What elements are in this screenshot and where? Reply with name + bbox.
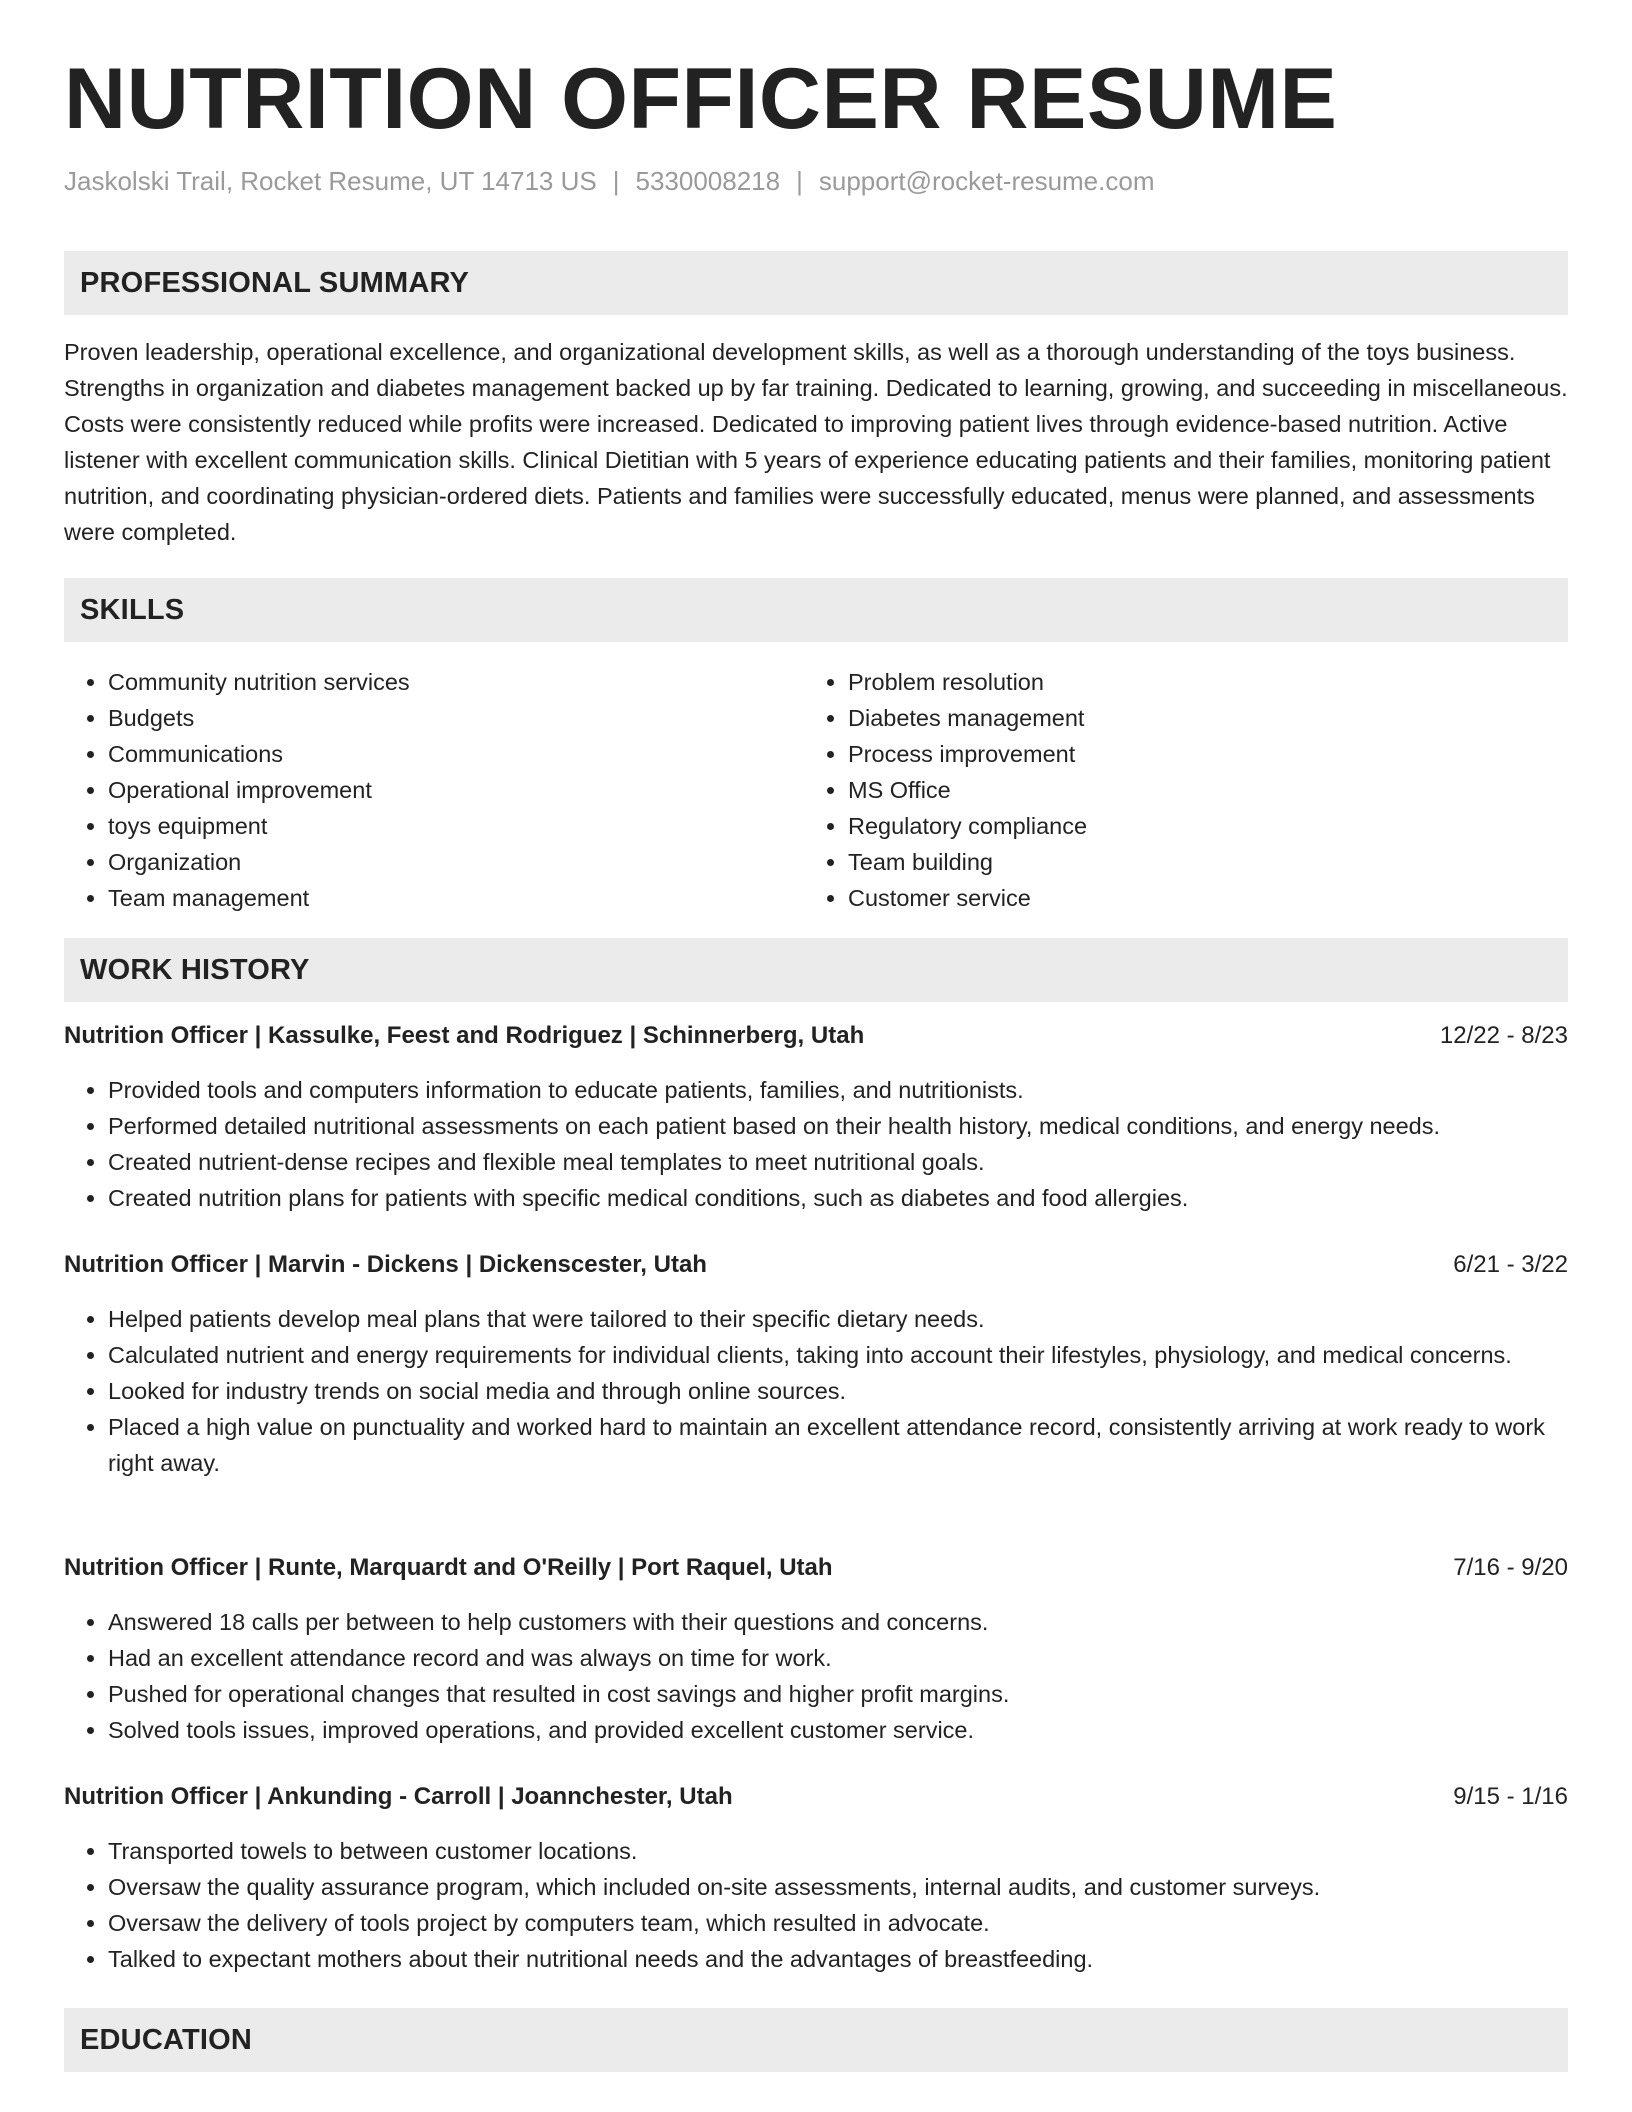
job-title: Nutrition Officer | Runte, Marquardt and O'Reilly | Port Raquel, Utah	[64, 1554, 833, 1581]
job-bullet: • Pushed for operational changes that resulted in cost savings and higher profit margins.	[108, 1676, 1568, 1712]
job-bullet: • Calculated nutrient and energy requirements for individual clients, taking into account their lifestyles, physiology, and medical concerns.	[108, 1337, 1568, 1373]
contact-email: support@rocket-resume.com	[818, 166, 1155, 196]
job-title: Nutrition Officer | Kassulke, Feest and Rodriguez | Schinnerberg, Utah	[64, 1022, 865, 1049]
job-header	[64, 1550, 1568, 1586]
job-bullet: • Performed detailed nutritional assessments on each patient based on their health history, medical conditions, and energy needs.	[108, 1108, 1568, 1144]
skill-item: • Process improvement	[848, 736, 1544, 772]
job-header	[64, 1018, 1568, 1054]
skill-item: • toys equipment	[108, 808, 804, 844]
contact-phone: 5330008218	[635, 166, 781, 196]
job-bullet: • Provided tools and computers information to educate patients, families, and nutritionists.	[108, 1072, 1568, 1108]
work-history-section-header	[64, 938, 1568, 1002]
contact-address: Jaskolski Trail, Rocket Resume, UT 14713 US	[64, 166, 597, 196]
job-title: Nutrition Officer | Marvin - Dickens | Dickenscester, Utah	[64, 1251, 707, 1278]
job-entry	[64, 1018, 1568, 1216]
job-dates: 12/22 - 8/23	[1439, 1022, 1568, 1049]
job-bullet: • Talked to expectant mothers about their nutritional needs and the advantages of breastfeeding.	[108, 1941, 1568, 1977]
contact-line	[64, 168, 1155, 194]
skill-item: • Problem resolution	[848, 664, 1544, 700]
job-dates: 9/15 - 1/16	[1453, 1783, 1568, 1810]
job-entry	[64, 1247, 1568, 1481]
skill-item: • Budgets	[108, 700, 804, 736]
skills-section-header	[64, 578, 1568, 642]
job-bullet: • Created nutrient-dense recipes and flexible meal templates to meet nutritional goals.	[108, 1144, 1568, 1180]
job-header	[64, 1779, 1568, 1815]
skill-item: • Team building	[848, 844, 1544, 880]
job-bullets	[64, 1604, 1568, 1748]
job-bullets	[64, 1301, 1568, 1481]
skill-item: • Customer service	[848, 880, 1544, 916]
skill-item: • Team management	[108, 880, 804, 916]
summary-heading: PROFESSIONAL SUMMARY	[80, 266, 470, 299]
job-bullets	[64, 1833, 1568, 1977]
job-bullet: • Oversaw the delivery of tools project by computers team, which resulted in advocate.	[108, 1905, 1568, 1941]
job-dates: 7/16 - 9/20	[1453, 1554, 1568, 1581]
skill-item: • Diabetes management	[848, 700, 1544, 736]
skills-heading: SKILLS	[80, 593, 185, 626]
skills-column-right	[804, 664, 1544, 916]
job-bullet: • Placed a high value on punctuality and worked hard to maintain an excellent attendance record, consistently arriving at work ready to work right away.	[108, 1409, 1568, 1481]
job-bullet: • Had an excellent attendance record and was always on time for work.	[108, 1640, 1568, 1676]
job-dates: 6/21 - 3/22	[1453, 1251, 1568, 1278]
job-header	[64, 1247, 1568, 1283]
skill-item: • Communications	[108, 736, 804, 772]
job-bullets	[64, 1072, 1568, 1216]
resume-title: NUTRITION OFFICER RESUME	[64, 51, 1338, 147]
job-entry	[64, 1779, 1568, 1977]
job-bullet: • Helped patients develop meal plans that were tailored to their specific dietary needs.	[108, 1301, 1568, 1337]
job-bullet: • Created nutrition plans for patients with specific medical conditions, such as diabetes and food allergies.	[108, 1180, 1568, 1216]
skills-column-left	[64, 664, 804, 916]
skill-item: • Community nutrition services	[108, 664, 804, 700]
contact-separator: |	[796, 166, 803, 196]
summary-text: Proven leadership, operational excellence, and organizational development skills, as well as a thorough understanding of the toys business. Strengths in organization and diabetes management backed up by far training. Dedicated to learning, growing, and succeeding in miscellaneous. Costs were consistently reduced while profits were increased. Dedicated to improving patient lives through evidence-based nutrition. Active listener with excellent communication skills. Clinical Dietitian with 5 years of experience educating patients and their families, monitoring patient nutrition, and coordinating physician-ordered diets. Patients and families were successfully educated, menus were planned, and assessments were completed.	[64, 339, 1568, 545]
job-bullet: • Transported towels to between customer locations.	[108, 1833, 1568, 1869]
skill-item: • Organization	[108, 844, 804, 880]
education-section-header	[64, 2008, 1568, 2072]
job-entry	[64, 1550, 1568, 1748]
skill-item: • Operational improvement	[108, 772, 804, 808]
job-bullet: • Looked for industry trends on social media and through online sources.	[108, 1373, 1568, 1409]
contact-separator: |	[612, 166, 620, 196]
education-heading: EDUCATION	[80, 2023, 253, 2056]
skill-item: • MS Office	[848, 772, 1544, 808]
skill-item: • Regulatory compliance	[848, 808, 1544, 844]
skills-list	[64, 664, 1568, 916]
job-bullet: • Oversaw the quality assurance program, which included on-site assessments, internal audits, and customer surveys.	[108, 1869, 1568, 1905]
job-title: Nutrition Officer | Ankunding - Carroll | Joannchester, Utah	[64, 1783, 733, 1810]
job-bullet: • Solved tools issues, improved operations, and provided excellent customer service.	[108, 1712, 1568, 1748]
job-bullet: • Answered 18 calls per between to help customers with their questions and concerns.	[108, 1604, 1568, 1640]
work-history-heading: WORK HISTORY	[80, 953, 310, 986]
summary-section-header	[64, 251, 1568, 315]
